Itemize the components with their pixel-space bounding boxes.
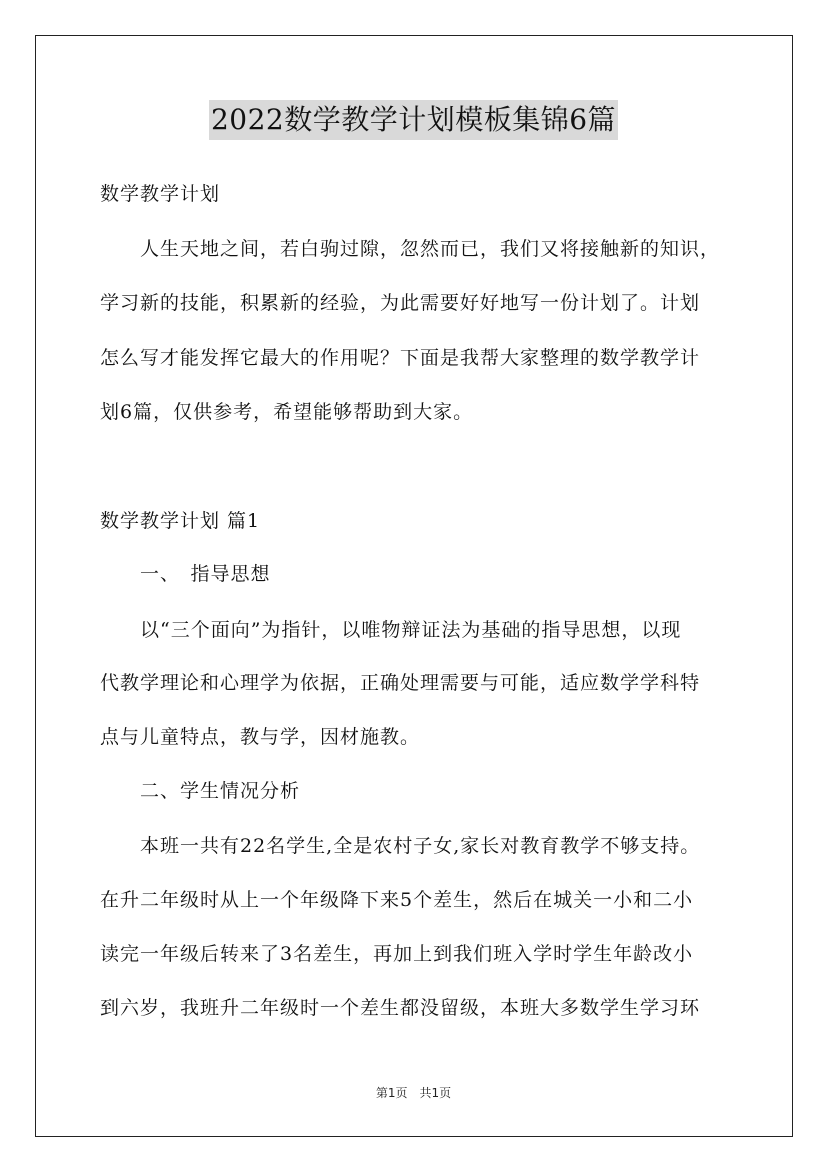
paragraph-line: 划6篇，仅供参考，希望能够帮助到大家。: [100, 401, 474, 423]
title-container: [0, 100, 827, 140]
subsection-heading: 二、学生情况分析: [140, 780, 301, 802]
paragraph-line: 代教学理论和心理学为依据，正确处理需要与可能，适应数学学科特: [100, 672, 701, 694]
document-title: 2022数学教学计划模板集锦6篇: [209, 100, 618, 140]
paragraph-line: 读完一年级后转来了3名差生，再加上到我们班入学时学生年龄改小: [100, 943, 694, 965]
paragraph-line: 本班一共有22名学生,全是农村子女,家长对教育教学不够支持。: [140, 835, 701, 857]
paragraph-line: 怎么写才能发挥它最大的作用呢？下面是我帮大家整理的数学教学计: [100, 347, 701, 369]
paragraph-line: 人生天地之间，若白驹过隙，忽然而已，我们又将接触新的知识，: [140, 238, 721, 260]
section-heading: 数学教学计划: [100, 183, 221, 205]
paragraph-line: 在升二年级时从上一个年级降下来5个差生，然后在城关一小和二小: [100, 889, 694, 911]
paragraph-line: 点与儿童特点，教与学，因材施教。: [100, 726, 421, 748]
paragraph-line: 学习新的技能，积累新的经验，为此需要好好地写一份计划了。计划: [100, 292, 701, 314]
page-footer: 第1页 共1页: [375, 1086, 452, 1100]
section-heading: 数学教学计划 篇1: [100, 510, 261, 532]
paragraph-line: 到六岁，我班升二年级时一个差生都没留级，本班大多数学生学习环: [100, 997, 701, 1019]
subsection-heading: 一、 指导思想: [140, 563, 271, 585]
paragraph-line: 以“三个面向”为指针，以唯物辩证法为基础的指导思想，以现: [140, 619, 682, 641]
